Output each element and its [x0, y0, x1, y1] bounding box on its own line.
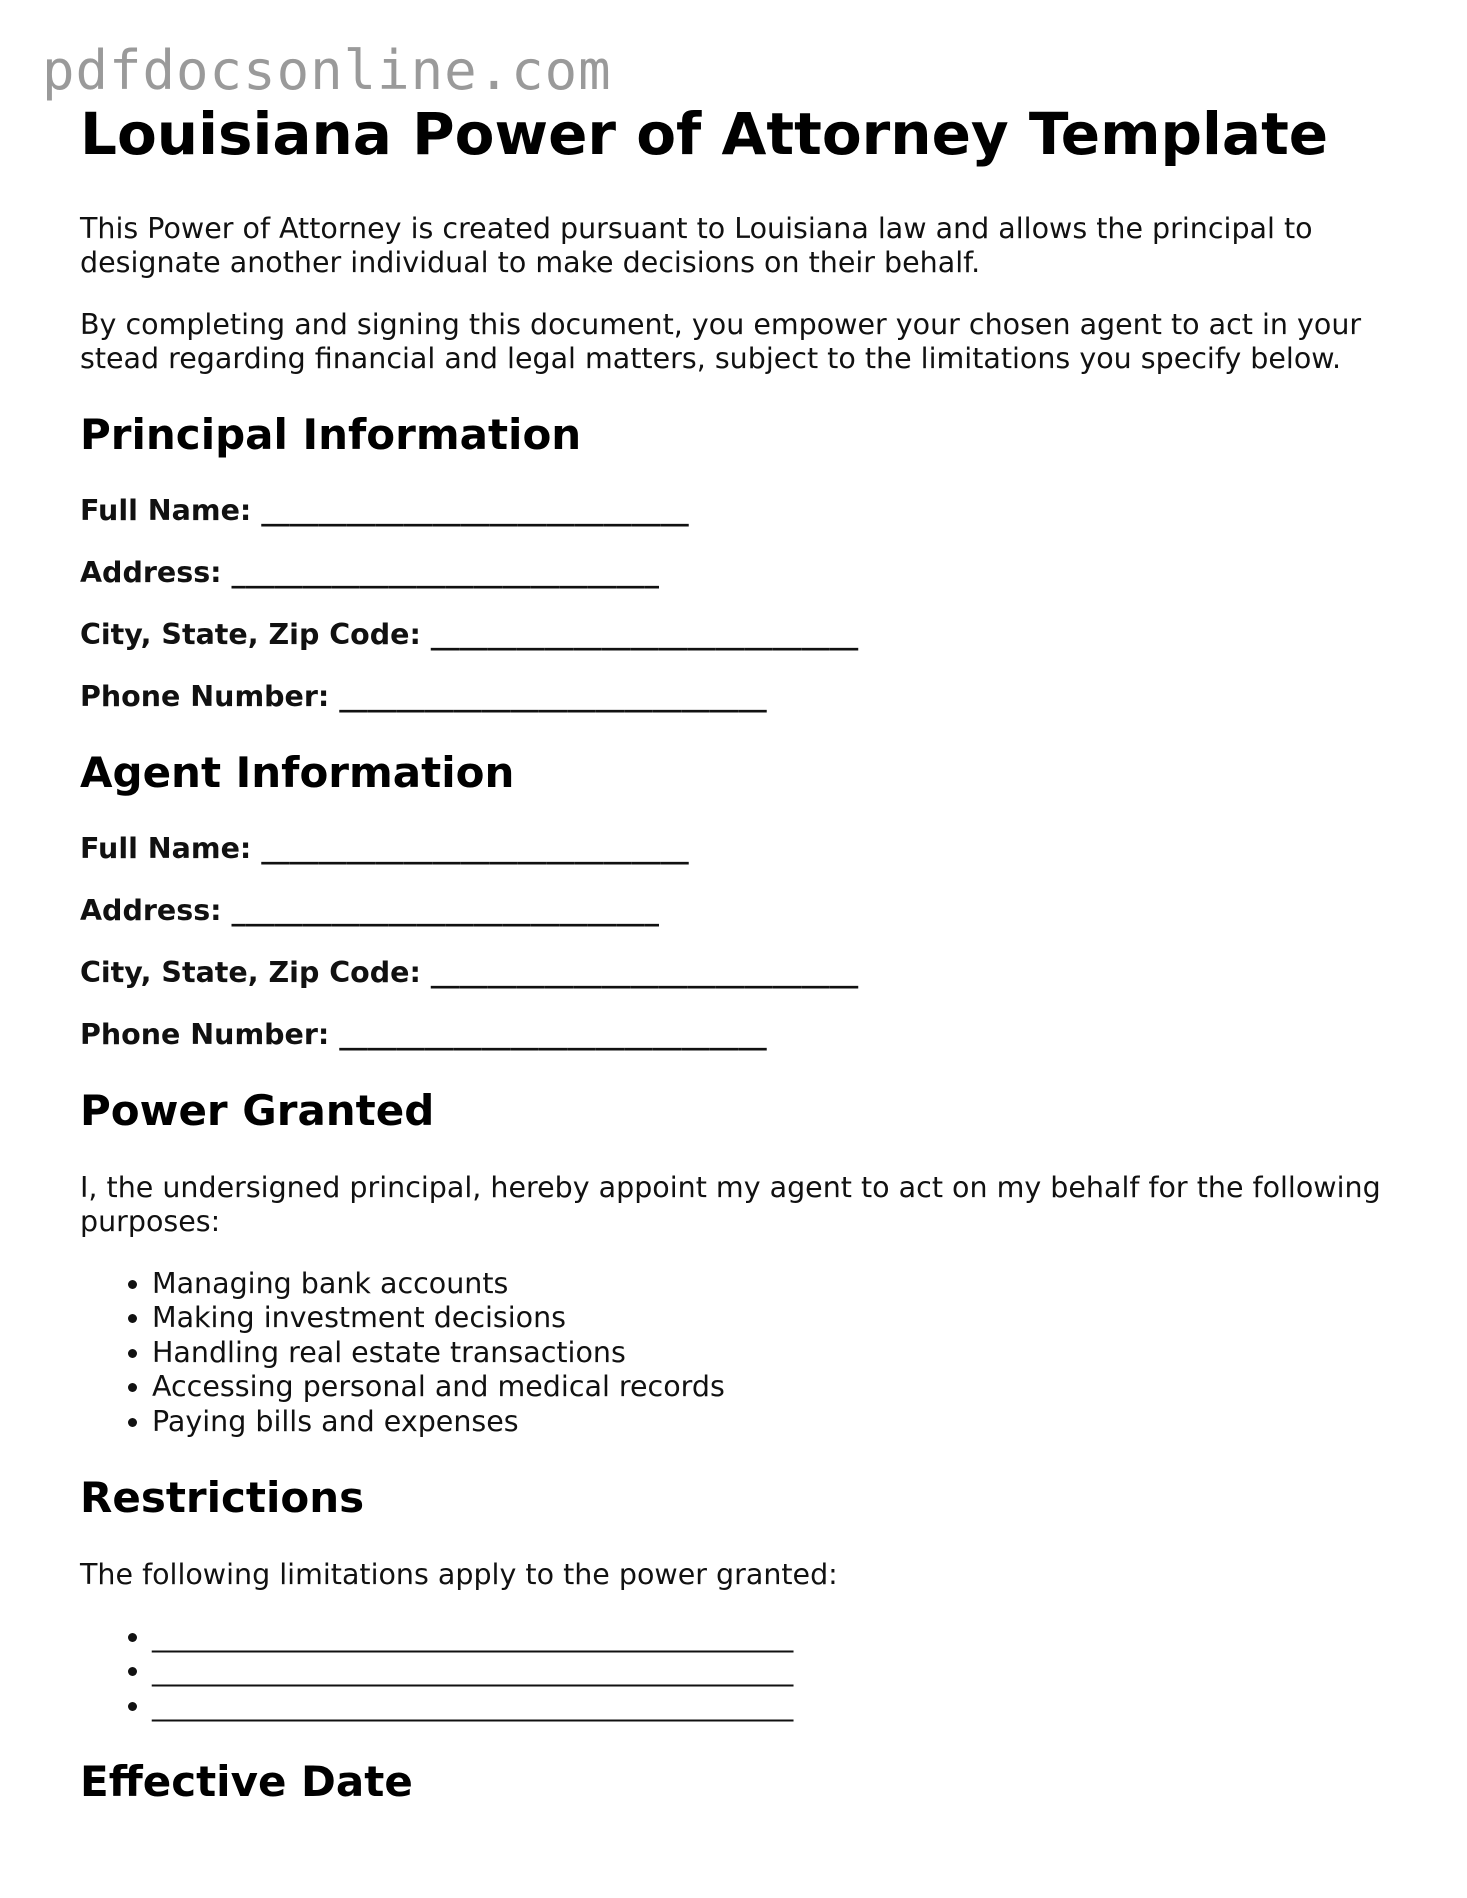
agent-section: [80, 748, 1410, 1052]
restrictions-heading: Restrictions: [80, 1473, 365, 1523]
effective-date-section: [80, 1757, 1410, 1807]
effective-date-heading: Effective Date: [80, 1757, 413, 1807]
restrictions-section: [80, 1473, 1410, 1723]
agent-heading: Agent Information: [80, 747, 515, 797]
principal-full-name-field[interactable]: Full Name: ______________________________: [80, 493, 689, 527]
restrictions-text: The following limitations apply to the power granted:: [80, 1557, 838, 1591]
power-granted-list: [80, 1267, 1410, 1440]
intro-paragraph-1: This Power of Attorney is created pursuant to Louisiana law and allows the principal to designate another individual to make decisions on their behalf.: [80, 211, 1313, 279]
power-granted-text: I, the undersigned principal, hereby appoint my agent to act on my behalf for the following purposes:: [80, 1170, 1381, 1238]
principal-city-state-zip-field[interactable]: City, State, Zip Code: ______________________________: [80, 617, 859, 651]
principal-phone-field[interactable]: Phone Number: ______________________________: [80, 679, 767, 713]
site-watermark: pdfdocsonline.com: [42, 39, 612, 102]
agent-city-state-zip-field[interactable]: City, State, Zip Code: ______________________________: [80, 956, 859, 990]
document-title: Louisiana Power of Attorney Template: [80, 100, 1329, 168]
document-page: [80, 100, 1410, 1842]
principal-section: [80, 410, 1410, 714]
intro-paragraph-2: By completing and signing this document, you empower your chosen agent to act in your stead regarding financial and legal matters, subject to the limitations you specify below.: [80, 307, 1362, 375]
restriction-blank-line[interactable]: • _____________________________________________: [152, 1654, 1410, 1689]
list-item: • Accessing personal and medical records: [152, 1370, 1410, 1405]
restriction-blank-line[interactable]: • _____________________________________________: [152, 1620, 1410, 1655]
restrictions-list: [80, 1620, 1410, 1724]
principal-heading: Principal Information: [80, 409, 582, 459]
restriction-blank-line[interactable]: • _____________________________________________: [152, 1689, 1410, 1724]
power-granted-heading: Power Granted: [80, 1086, 435, 1136]
agent-address-field[interactable]: Address: ______________________________: [80, 894, 659, 928]
list-item: • Making investment decisions: [152, 1301, 1410, 1336]
agent-full-name-field[interactable]: Full Name: ______________________________: [80, 832, 689, 866]
power-granted-section: [80, 1086, 1410, 1439]
list-item: • Managing bank accounts: [152, 1267, 1410, 1302]
agent-phone-field[interactable]: Phone Number: ______________________________: [80, 1018, 767, 1052]
principal-address-field[interactable]: Address: ______________________________: [80, 555, 659, 589]
list-item: • Handling real estate transactions: [152, 1336, 1410, 1371]
list-item: • Paying bills and expenses: [152, 1405, 1410, 1440]
